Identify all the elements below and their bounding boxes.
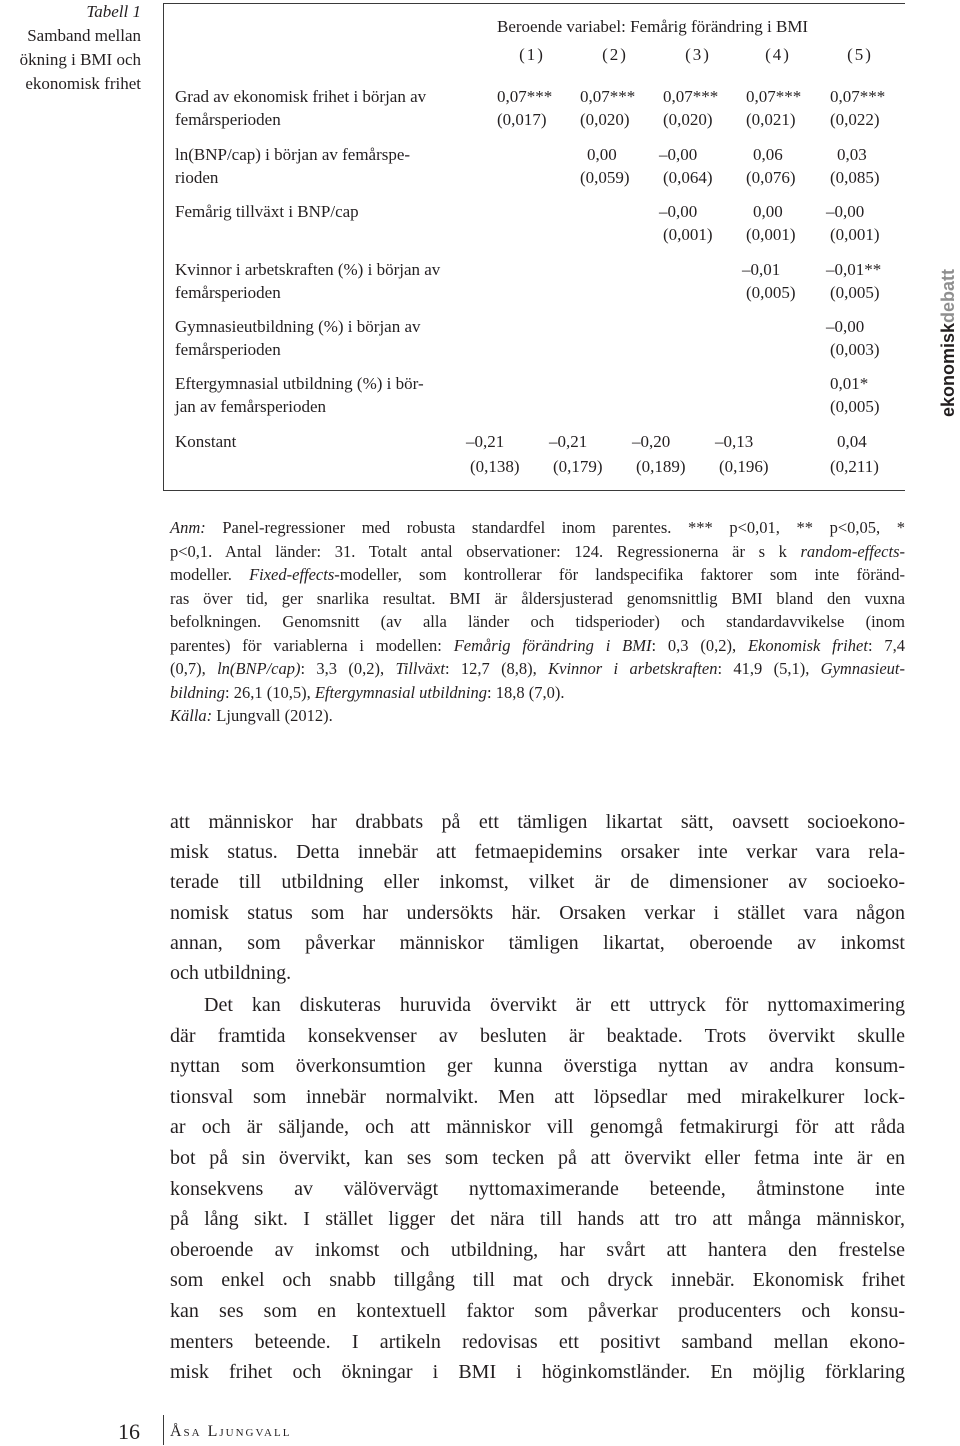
- note-text: : 41,9 (5,1),: [717, 659, 821, 678]
- coefficient-cell: –0,21: [549, 432, 588, 451]
- dependent-variable-header: Beroende variabel: Femårig förändring i BMI: [497, 17, 809, 36]
- row-label-line: ln(BNP/cap) i början av femårspe-: [175, 145, 411, 164]
- standard-error-cell: (0,138): [470, 457, 520, 476]
- table-bottom-rule: [163, 490, 905, 491]
- coefficient-cell: 0,07***: [830, 87, 886, 106]
- note-text-italic: Fixed-effects: [249, 565, 335, 584]
- body-line: nomisk status som har undersökts här. Orsaken verkar i stället vara någon: [170, 901, 905, 924]
- body-line: nyttan som överkonsumtion ger kunna överstiga nyttan av andra konsum-: [170, 1055, 905, 1078]
- coefficient-cell: –0,13: [715, 432, 754, 451]
- coefficient-cell: –0,01: [742, 260, 781, 279]
- standard-error-cell: (0,059): [580, 168, 630, 187]
- standard-error-cell: (0,020): [580, 110, 630, 129]
- standard-error-cell: (0,001): [746, 225, 796, 244]
- standard-error-cell: (0,020): [663, 110, 713, 129]
- coefficient-cell: –0,20: [632, 432, 671, 451]
- row-label-line: femårsperioden: [175, 340, 281, 359]
- note-text: : 26,1 (10,5),: [225, 682, 315, 702]
- standard-error-cell: (0,001): [663, 225, 713, 244]
- standard-error-cell: (0,064): [663, 168, 713, 187]
- standard-error-cell: (0,005): [830, 397, 880, 416]
- coefficient-cell: –0,00: [826, 317, 865, 336]
- note-text: : 12,7 (8,8),: [444, 659, 549, 678]
- note-line: [170, 681, 905, 705]
- note-line: [170, 540, 905, 564]
- note-text: Panel-regressioner med robusta standardfel inom parentes. *** p<0,01, ** p<0,05, *: [205, 518, 905, 537]
- body-line: bot på sin övervikt, kan ses som tecken på att övervikt eller fetma inte är en: [170, 1146, 905, 1169]
- note-variable-name: Gymnasieut-: [820, 659, 905, 678]
- body-line: misk status. Detta innebär att fetmaepidemins orsaker inte verkar vara rela-: [170, 841, 905, 864]
- standard-error-cell: (0,021): [746, 110, 796, 129]
- row-label-line: Gymnasieutbildning (%) i början av: [175, 317, 421, 336]
- table-row: [0, 316, 960, 366]
- row-label-line: Eftergymnasial utbildning (%) i bör-: [175, 374, 424, 393]
- row-label-line: jan av femårsperioden: [175, 397, 327, 416]
- source-label: Källa:: [170, 706, 213, 725]
- standard-error-cell: (0,003): [830, 340, 880, 359]
- coefficient-cell: –0,00: [659, 202, 698, 221]
- body-line: på lång sikt. I stället ligger det nära till hands att tro att många människor,: [170, 1208, 905, 1231]
- coefficient-cell: –0,00: [826, 202, 865, 221]
- standard-error-cell: (0,005): [746, 283, 796, 302]
- coefficient-cell: –0,21: [466, 432, 505, 451]
- note-text: : 18,8 (7,0).: [487, 682, 565, 702]
- body-line: oberoende av inkomst och utbildning, har svårt att hantera den frestelse: [170, 1238, 905, 1261]
- coefficient-cell: 0,07***: [746, 87, 802, 106]
- row-label-line: femårsperioden: [175, 110, 281, 129]
- table-caption: [0, 0, 141, 96]
- note-line: [170, 516, 905, 540]
- standard-error-cell: (0,179): [553, 457, 603, 476]
- note-text: modeller.: [170, 565, 250, 584]
- coefficient-cell: –0,01**: [826, 260, 882, 279]
- note-text: -modeller, som kontrollerar för landspecifika faktorer som inte föränd-: [334, 565, 906, 584]
- table-title-line: ökning i BMI och: [19, 50, 141, 69]
- page-number: 16: [118, 1419, 140, 1444]
- standard-error-cell: (0,022): [830, 110, 880, 129]
- table-row: [0, 86, 960, 136]
- note-text: p<0,1. Antal länder: 31. Totalt antal observationer: 124. Regressionerna är s k: [170, 541, 801, 561]
- note-variable-name: ln(BNP/cap): [217, 659, 301, 678]
- note-variable-name: Eftergymnasial utbildning: [314, 682, 488, 702]
- note-line: [170, 704, 905, 728]
- body-line: annan, som påverkar människor tämligen likartat, oberoende av inkomst: [170, 931, 905, 954]
- coefficient-cell: 0,00: [587, 145, 617, 164]
- row-label-line: Kvinnor i arbetskraften (%) i början av: [175, 260, 441, 279]
- standard-error-cell: (0,076): [746, 168, 796, 187]
- coefficient-cell: 0,01*: [830, 374, 869, 393]
- note-variable-name: Tillväxt: [395, 659, 445, 678]
- journal-wordmark: [937, 252, 959, 434]
- coefficient-cell: 0,03: [837, 145, 867, 164]
- column-header-5: (5): [847, 45, 873, 64]
- journal-name-part: debatt: [938, 268, 958, 323]
- note-label: Anm:: [170, 518, 206, 537]
- body-line: Det kan diskuteras huruvida övervikt är ett uttryck för nyttomaximering: [204, 994, 905, 1016]
- row-label-line: Grad av ekonomisk frihet i början av: [175, 87, 427, 106]
- coefficient-cell: 0,04: [837, 432, 867, 451]
- coefficient-cell: 0,07***: [580, 87, 636, 106]
- source-text: Ljungvall (2012).: [212, 706, 333, 725]
- coefficient-cell: 0,07***: [497, 87, 553, 106]
- body-line: som enkel och snabb tillgång till mat och dryck innebär. Ekonomisk frihet: [170, 1269, 905, 1292]
- standard-error-cell: (0,085): [830, 168, 880, 187]
- note-text: befolkningen. Genomsnitt (av alla länder och tidsperioder) och standardavvikelse (inom: [170, 612, 905, 631]
- body-paragraph: [170, 990, 905, 1388]
- coefficient-cell: 0,07***: [663, 87, 719, 106]
- note-line: [170, 610, 905, 634]
- coefficient-cell: –0,00: [659, 145, 698, 164]
- coefficient-cell: 0,06: [753, 145, 783, 164]
- row-label-line: Femårig tillväxt i BNP/cap: [175, 202, 359, 221]
- body-line: misk frihet och ökningar i BMI i höginkomstländer. En möjlig förklaring: [170, 1361, 905, 1384]
- note-variable-name: Femårig förändring i BMI: [453, 635, 652, 655]
- journal-name-part: ekonomisk: [938, 322, 958, 418]
- table-title-line: Samband mellan: [27, 26, 141, 45]
- note-text: : 3,3 (0,2),: [300, 659, 396, 678]
- standard-error-cell: (0,196): [719, 457, 769, 476]
- note-line: [170, 587, 905, 611]
- table-row: [0, 144, 960, 194]
- table-top-rule: [163, 3, 905, 4]
- note-line: [170, 563, 905, 587]
- body-line: terade till utbildning eller inkomst, vilket är de dimensioner av socioeko-: [170, 871, 905, 894]
- body-line: kan ses som en kontextuell faktor som påverkar producenters och konsu-: [170, 1299, 905, 1322]
- table-row: [0, 259, 960, 309]
- note-variable-name: Ekonomisk frihet: [747, 635, 868, 655]
- standard-error-cell: (0,001): [830, 225, 880, 244]
- body-line: och utbildning.: [170, 962, 292, 985]
- body-paragraph: [170, 807, 905, 988]
- standard-error-cell: (0,005): [830, 283, 880, 302]
- row-label-line: femårsperioden: [175, 283, 281, 302]
- table-notes: [170, 516, 905, 728]
- standard-error-cell: (0,189): [636, 457, 686, 476]
- note-text: : 0,3 (0,2),: [651, 635, 748, 655]
- footer-rule: [163, 1415, 164, 1445]
- body-line: där framtida konsekvenser av besluten är beaktade. Trots övervikt skulle: [170, 1024, 905, 1047]
- note-text: parentes) för variablerna i modellen:: [170, 635, 454, 655]
- column-header-1: (1): [519, 45, 545, 64]
- body-line: ar och är säljande, och att människor vill genomgå fetmakirurgi för att råda: [170, 1116, 905, 1139]
- table-number: Tabell 1: [86, 2, 141, 21]
- row-label-line: Konstant: [175, 432, 237, 451]
- note-variable-name: bildning: [170, 682, 226, 702]
- note-line: [170, 657, 905, 681]
- body-line: att människor har drabbats på ett tämligen likartat sätt, oavsett socioekono-: [170, 811, 905, 833]
- note-text: : 7,4: [867, 635, 905, 655]
- coefficient-cell: 0,00: [753, 202, 783, 221]
- running-footer-author: Åsa Ljungvall: [170, 1423, 292, 1440]
- column-header-2: (2): [602, 45, 628, 64]
- body-line: menters beteende. I artikeln redovisas ett positivt samband mellan ekono-: [170, 1330, 905, 1353]
- table-row: [0, 431, 960, 481]
- table-row: [0, 201, 960, 251]
- note-text: (0,7),: [170, 659, 218, 678]
- note-line: [170, 634, 905, 658]
- body-line: tionsval som innebär normalvikt. Men att löpsedlar med mirakelkurer lock-: [170, 1085, 905, 1108]
- column-header-4: (4): [765, 45, 791, 64]
- table-row: [0, 373, 960, 423]
- column-header-3: (3): [685, 45, 711, 64]
- table-title-line: ekonomisk frihet: [25, 74, 141, 93]
- note-text: ras över tid, ger snarlika resultat. BMI är åldersjusterad genomsnittlig BMI bland den vuxna: [170, 588, 905, 608]
- note-text-italic: random-effects-: [800, 541, 905, 561]
- body-line: konsekvens av välövervägt nyttomaximerande beteende, åtminstone inte: [170, 1177, 905, 1200]
- row-label-line: rioden: [175, 168, 219, 187]
- standard-error-cell: (0,211): [830, 457, 879, 476]
- note-variable-name: Kvinnor i arbetskraften: [548, 659, 718, 678]
- standard-error-cell: (0,017): [497, 110, 547, 129]
